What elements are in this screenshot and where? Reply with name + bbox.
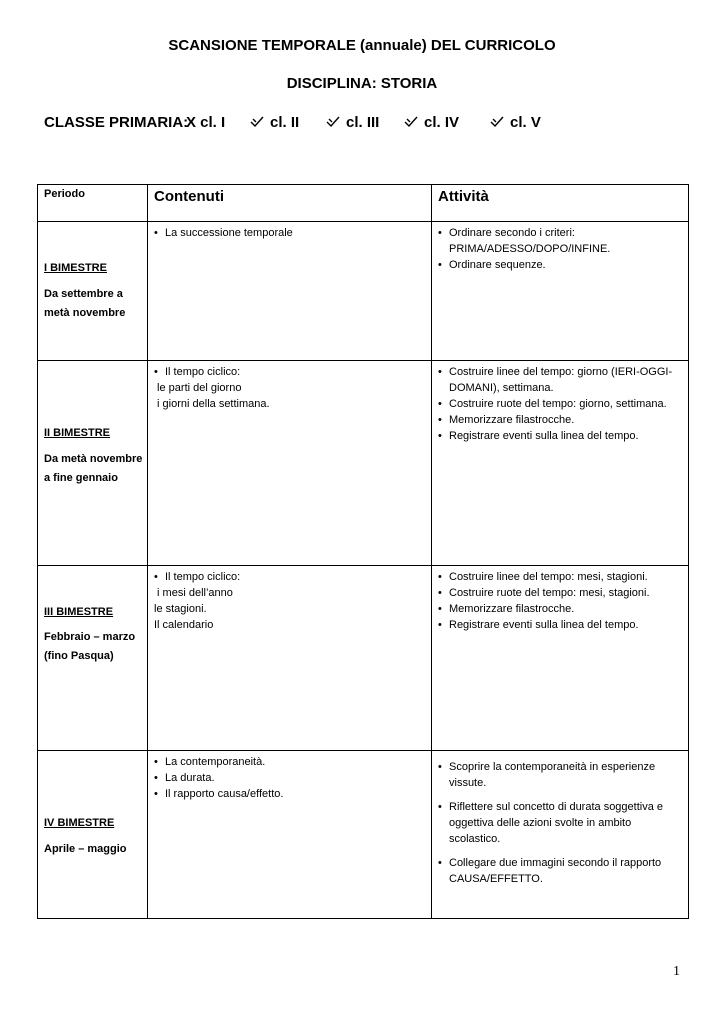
- activities-cell: [432, 566, 689, 751]
- hand-check-icon: [490, 115, 504, 129]
- list-item: • Ordinare secondo i criteri: PRIMA/ADESSO/DOPO/INFINE.: [449, 225, 684, 257]
- contents-cell: [148, 566, 432, 751]
- table-header-row: [38, 185, 689, 222]
- document-title: SCANSIONE TEMPORALE (annuale) DEL CURRICOLO: [168, 37, 556, 54]
- period-dates: Febbraio – marzo (fino Pasqua): [44, 631, 136, 662]
- class-label: CLASSE PRIMARIA:: [44, 114, 189, 131]
- hand-check-icon: [404, 115, 418, 129]
- period-cell: [38, 566, 148, 751]
- list-item: • La durata.: [165, 770, 427, 786]
- list-item: • La successione temporale: [165, 225, 427, 241]
- table-row: [38, 566, 689, 751]
- content-line: i mesi dell’anno: [154, 587, 233, 599]
- contents-cell: [148, 751, 432, 919]
- period-cell: [38, 751, 148, 919]
- table-row: [38, 751, 689, 919]
- content-line: le stagioni.: [154, 603, 207, 615]
- header-contenuti: Contenuti: [148, 185, 432, 222]
- list-item: • Registrare eventi sulla linea del tempo.: [449, 617, 684, 633]
- list-item: • Memorizzare filastrocche.: [449, 601, 684, 617]
- list-item: • Costruire ruote del tempo: mesi, stagioni.: [449, 585, 684, 601]
- header-periodo: Periodo: [38, 185, 148, 222]
- hand-check-icon: [326, 115, 340, 129]
- content-line: Il calendario: [154, 619, 214, 631]
- list-item: • Costruire linee del tempo: giorno (IERI-OGGI-DOMANI), settimana.: [449, 364, 684, 396]
- header-attivita: Attività: [432, 185, 689, 222]
- content-line: le parti del giorno: [154, 382, 242, 394]
- content-line: i giorni della settimana.: [154, 398, 270, 410]
- class-option-2: cl. II: [250, 114, 299, 131]
- class-option-1: X cl. I: [186, 114, 226, 131]
- hand-check-icon: [250, 115, 264, 129]
- class-option-4: cl. IV: [404, 114, 459, 131]
- period-dates: Aprile – maggio: [44, 843, 127, 855]
- table-row: [38, 361, 689, 566]
- list-item: • Registrare eventi sulla linea del tempo.: [449, 428, 684, 444]
- period-cell: [38, 361, 148, 566]
- period-dates: Da metà novembre a fine gennaio: [44, 453, 143, 484]
- period-name: I BIMESTRE: [44, 262, 107, 274]
- list-item: • Il rapporto causa/effetto.: [165, 786, 427, 802]
- period-name: II BIMESTRE: [44, 427, 111, 439]
- activities-cell: [432, 361, 689, 566]
- contents-cell: [148, 361, 432, 566]
- list-item: • Costruire linee del tempo: mesi, stagioni.: [449, 569, 684, 585]
- class-option-3: cl. III: [326, 114, 379, 131]
- list-item: • Riflettere sul concetto di durata soggettiva e oggettiva delle azioni svolte in ambito scolastico.: [449, 799, 684, 847]
- period-cell: [38, 222, 148, 361]
- period-name: III BIMESTRE: [44, 606, 114, 618]
- curriculum-table: [37, 184, 689, 919]
- list-item: • Il tempo ciclico:: [165, 364, 427, 380]
- activities-cell: [432, 751, 689, 919]
- list-item: • Costruire ruote del tempo: giorno, settimana.: [449, 396, 684, 412]
- table-row: [38, 222, 689, 361]
- list-item: • Il tempo ciclico:: [165, 569, 427, 585]
- list-item: • Memorizzare filastrocche.: [449, 412, 684, 428]
- period-dates: Da settembre a metà novembre: [44, 288, 126, 319]
- period-name: IV BIMESTRE: [44, 817, 115, 829]
- list-item: • Scoprire la contemporaneità in esperienze vissute.: [449, 759, 684, 791]
- class-option-5: cl. V: [490, 114, 541, 131]
- activities-cell: [432, 222, 689, 361]
- list-item: • La contemporaneità.: [165, 754, 427, 770]
- list-item: • Ordinare sequenze.: [449, 257, 684, 273]
- list-item: • Collegare due immagini secondo il rapporto CAUSA/EFFETTO.: [449, 855, 684, 887]
- page-number: 1: [673, 964, 680, 979]
- contents-cell: [148, 222, 432, 361]
- discipline-title: DISCIPLINA: STORIA: [286, 75, 438, 92]
